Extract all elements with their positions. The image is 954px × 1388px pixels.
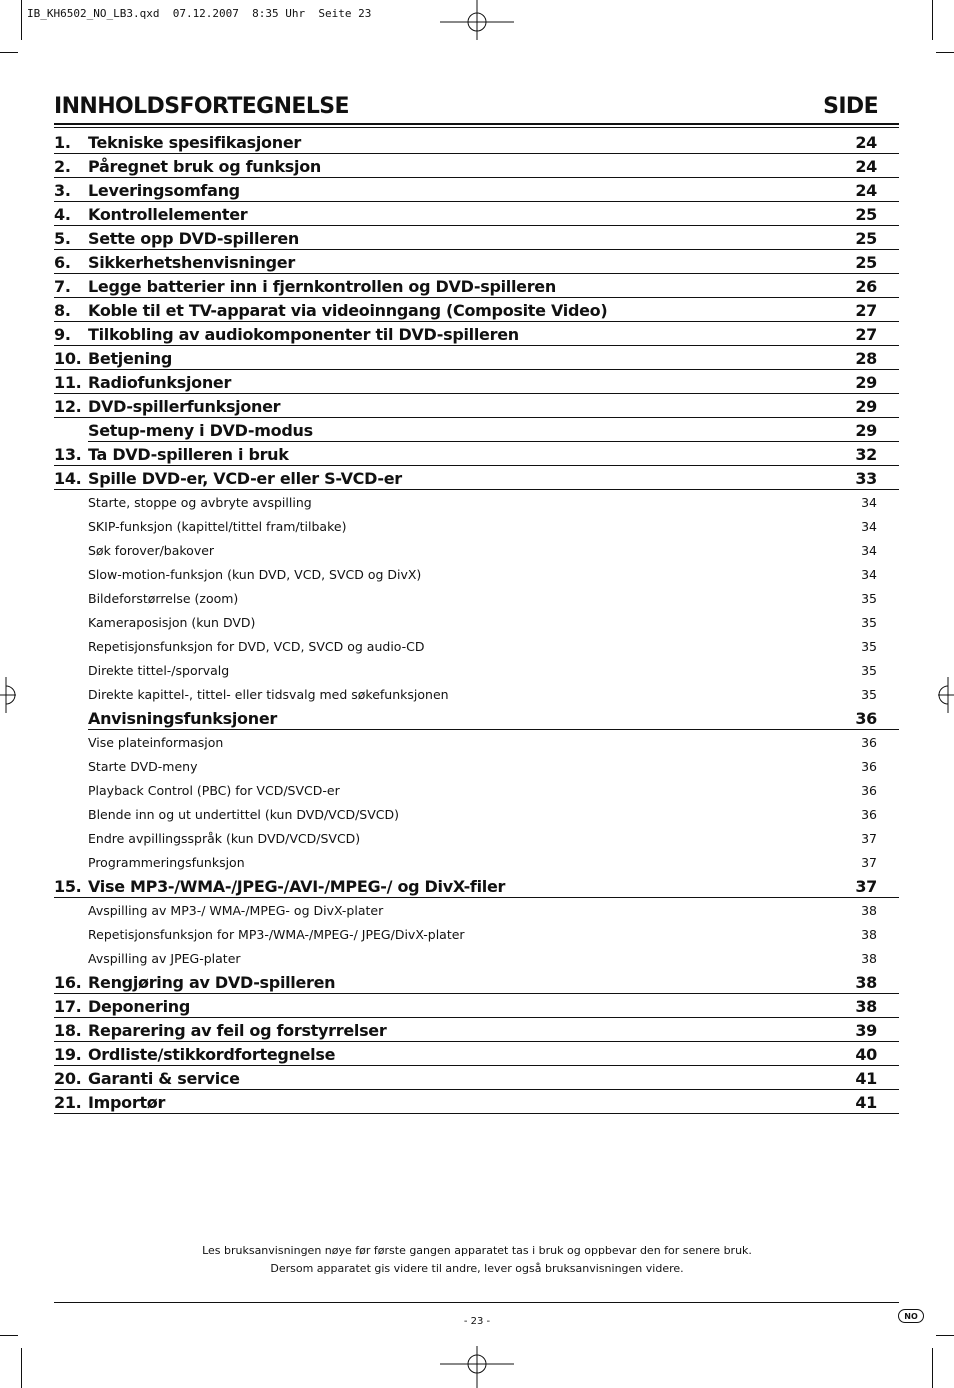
page-column-label: SIDE [823, 94, 878, 119]
toc-entry-page: 35 [861, 638, 877, 654]
toc-entry [54, 1090, 899, 1114]
toc-entry-page: 33 [855, 468, 877, 488]
toc-entry [54, 826, 899, 850]
toc-entry-page: 35 [861, 590, 877, 606]
heading-rule [54, 123, 899, 125]
toc-entry [54, 946, 899, 970]
toc-entry [54, 202, 899, 226]
footer-note-line: Dersom apparatet gis videre til andre, lever også bruksanvisningen videre. [270, 1262, 684, 1275]
toc-entry-number: 15. [54, 876, 82, 896]
toc-entry-label: Bildeforstørrelse (zoom) [88, 590, 239, 606]
toc-entry-number: 10. [54, 348, 82, 368]
toc-entry-number: 16. [54, 972, 82, 992]
toc-entry-number: 11. [54, 372, 82, 392]
footer-note-line: Les bruksanvisningen nøye før første gangen apparatet tas i bruk og oppbevar den for senere bruk. [202, 1244, 752, 1257]
toc-entry-number: 8. [54, 300, 71, 320]
toc-entry-page: 41 [855, 1068, 877, 1088]
toc-entry [54, 130, 899, 154]
toc-entry-label: Betjening [88, 348, 173, 368]
toc-entry [54, 802, 899, 826]
toc-entry-page: 38 [861, 926, 877, 942]
toc-entry-label: Tilkobling av audiokomponenter til DVD-spilleren [88, 324, 519, 344]
toc-entry-label: Ordliste/stikkordfortegnelse [88, 1044, 336, 1064]
toc-entry [54, 514, 899, 538]
toc-entry-label: Direkte tittel-/sporvalg [88, 662, 230, 678]
toc-entry-number: 4. [54, 204, 71, 224]
toc-entry-number: 17. [54, 996, 82, 1016]
toc-entry-page: 34 [861, 542, 877, 558]
toc-entry-page: 34 [861, 566, 877, 582]
toc-entry-page: 36 [861, 782, 877, 798]
toc-entry-label: Garanti & service [88, 1068, 240, 1088]
toc-entry [54, 586, 899, 610]
toc-entry-page: 36 [861, 758, 877, 774]
toc-entry [54, 1018, 899, 1042]
heading-rule [54, 127, 899, 128]
toc-entry-page: 27 [855, 300, 877, 320]
toc-entry-page: 38 [861, 902, 877, 918]
footer-rule [54, 1302, 899, 1303]
toc-entry [54, 658, 899, 682]
toc-entry-label: Importør [88, 1092, 166, 1112]
toc-entry-page: 40 [855, 1044, 877, 1064]
toc-entry-page: 35 [861, 662, 877, 678]
toc-entry-page: 27 [855, 324, 877, 344]
toc-entry-number: 9. [54, 324, 71, 344]
toc-entry-page: 38 [861, 950, 877, 966]
registration-mark-top [440, 0, 514, 40]
toc-entry [54, 778, 899, 802]
toc-entry-page: 25 [855, 228, 877, 248]
toc-entry [54, 442, 899, 466]
crop-mark [932, 0, 933, 40]
toc-entry-label: Avspilling av JPEG-plater [88, 950, 241, 966]
toc-entry [54, 250, 899, 274]
toc-entry [54, 970, 899, 994]
toc-entry-label: Sikkerhetshenvisninger [88, 252, 295, 272]
crop-mark [21, 0, 22, 40]
toc-entry-number: 6. [54, 252, 71, 272]
crop-mark [932, 1348, 933, 1388]
toc-entry-page: 24 [855, 180, 877, 200]
toc-entry [54, 634, 899, 658]
toc-entry-page: 29 [855, 396, 877, 416]
print-slug: IB_KH6502_NO_LB3.qxd 07.12.2007 8:35 Uhr Seite 23 [27, 7, 372, 20]
toc-entry-number: 21. [54, 1092, 82, 1112]
toc-entry-label: SKIP-funksjon (kapittel/tittel fram/tilbake) [88, 518, 347, 534]
crop-mark [936, 52, 954, 53]
toc-entry [54, 922, 899, 946]
toc-entry [54, 226, 899, 250]
toc-entry-page: 32 [855, 444, 877, 464]
toc-entry [54, 466, 899, 490]
toc-entry [54, 154, 899, 178]
toc-entry-page: 24 [855, 156, 877, 176]
language-badge: NO [898, 1309, 924, 1323]
toc-entry-page: 38 [855, 996, 877, 1016]
toc-entry-label: Blende inn og ut undertittel (kun DVD/VCD/SVCD) [88, 806, 399, 822]
toc-entry [54, 850, 899, 874]
toc-entry-page: 38 [855, 972, 877, 992]
toc-entry-page: 34 [861, 518, 877, 534]
toc-entry-number: 19. [54, 1044, 82, 1064]
toc-entry [54, 994, 899, 1018]
toc-entry-number: 5. [54, 228, 71, 248]
toc-entry-page: 37 [861, 854, 877, 870]
toc-entry-label: Radiofunksjoner [88, 372, 232, 392]
toc-entry-label: Koble til et TV-apparat via videoinngang (Composite Video) [88, 300, 608, 320]
toc-entry-label: Tekniske spesifikasjoner [88, 132, 301, 152]
registration-mark-right [938, 677, 954, 713]
toc-entry-number: 2. [54, 156, 71, 176]
toc-entry-label: Setup-meny i DVD-modus [88, 420, 313, 440]
toc-entry-number: 12. [54, 396, 82, 416]
toc-entry-label: Ta DVD-spilleren i bruk [88, 444, 289, 464]
crop-mark [0, 1335, 18, 1336]
toc-entry-number: 7. [54, 276, 71, 296]
toc-entry-page: 29 [855, 372, 877, 392]
crop-mark [21, 1348, 22, 1388]
toc-entry-page: 25 [855, 252, 877, 272]
toc-entry-number: 18. [54, 1020, 82, 1040]
toc-entry-number: 1. [54, 132, 71, 152]
toc-entry-label: Leveringsomfang [88, 180, 240, 200]
toc-entry-page: 37 [861, 830, 877, 846]
toc-entry [54, 538, 899, 562]
toc-entry [54, 610, 899, 634]
page-number: - 23 - [463, 1316, 491, 1327]
table-of-contents [54, 130, 899, 1114]
toc-entry [54, 178, 899, 202]
toc-entry-page: 35 [861, 614, 877, 630]
toc-entry-number: 13. [54, 444, 82, 464]
toc-entry-label: Sette opp DVD-spilleren [88, 228, 299, 248]
toc-entry-number: 3. [54, 180, 71, 200]
crop-mark [936, 1335, 954, 1336]
toc-entry-number: 14. [54, 468, 82, 488]
toc-entry-label: Slow-motion-funksjon (kun DVD, VCD, SVCD og DivX) [88, 566, 422, 582]
toc-entry-label: Deponering [88, 996, 191, 1016]
toc-entry [54, 1066, 899, 1090]
toc-entry [54, 730, 899, 754]
toc-entry-page: 41 [855, 1092, 877, 1112]
toc-entry-page: 36 [861, 734, 877, 750]
toc-entry-page: 24 [855, 132, 877, 152]
toc-entry [54, 706, 899, 730]
toc-entry-label: Rengjøring av DVD-spilleren [88, 972, 336, 992]
toc-entry [54, 394, 899, 418]
toc-entry-label: Anvisningsfunksjoner [88, 708, 277, 728]
toc-entry [54, 562, 899, 586]
toc-entry-page: 34 [861, 494, 877, 510]
toc-entry [54, 490, 899, 514]
footer-note [0, 1242, 954, 1278]
toc-entry-page: 26 [855, 276, 877, 296]
toc-entry [54, 346, 899, 370]
toc-entry-label: Vise MP3-/WMA-/JPEG-/AVI-/MPEG-/ og DivX-filer [88, 876, 506, 896]
toc-entry-label: Avspilling av MP3-/ WMA-/MPEG- og DivX-plater [88, 902, 384, 918]
toc-entry-page: 28 [855, 348, 877, 368]
toc-entry-page: 25 [855, 204, 877, 224]
toc-entry-label: Repetisjonsfunksjon for MP3-/WMA-/MPEG-/ JPEG/DivX-plater [88, 926, 465, 942]
toc-entry-label: Kameraposisjon (kun DVD) [88, 614, 256, 630]
toc-entry-page: 29 [855, 420, 877, 440]
toc-entry-label: Påregnet bruk og funksjon [88, 156, 321, 176]
toc-entry-label: Vise plateinformasjon [88, 734, 224, 750]
toc-entry [54, 418, 899, 442]
toc-heading [54, 94, 878, 119]
toc-entry-label: Spille DVD-er, VCD-er eller S-VCD-er [88, 468, 402, 488]
toc-entry-label: Programmeringsfunksjon [88, 854, 245, 870]
toc-entry [54, 874, 899, 898]
toc-entry [54, 370, 899, 394]
toc-entry-page: 37 [855, 876, 877, 896]
toc-entry-label: Starte DVD-meny [88, 758, 198, 774]
toc-entry-label: Endre avpillingsspråk (kun DVD/VCD/SVCD) [88, 830, 361, 846]
toc-entry-label: Legge batterier inn i fjernkontrollen og DVD-spilleren [88, 276, 556, 296]
toc-entry [54, 682, 899, 706]
toc-entry-page: 36 [861, 806, 877, 822]
toc-entry-label: Søk forover/bakover [88, 542, 215, 558]
toc-entry-page: 39 [855, 1020, 877, 1040]
registration-mark-left [0, 677, 16, 713]
toc-entry [54, 298, 899, 322]
toc-entry-label: Direkte kapittel-, tittel- eller tidsvalg med søkefunksjonen [88, 686, 449, 702]
toc-entry [54, 322, 899, 346]
page-title: INNHOLDSFORTEGNELSE [54, 94, 349, 119]
toc-entry-label: Reparering av feil og forstyrrelser [88, 1020, 387, 1040]
toc-entry [54, 754, 899, 778]
toc-entry-number: 20. [54, 1068, 82, 1088]
registration-mark-bottom [440, 1346, 514, 1388]
toc-entry-label: Starte, stoppe og avbryte avspilling [88, 494, 312, 510]
toc-entry-page: 35 [861, 686, 877, 702]
toc-entry-label: Repetisjonsfunksjon for DVD, VCD, SVCD og audio-CD [88, 638, 425, 654]
toc-entry-page: 36 [855, 708, 877, 728]
toc-entry-label: Kontrollelementer [88, 204, 248, 224]
toc-entry-label: DVD-spillerfunksjoner [88, 396, 281, 416]
toc-entry-label: Playback Control (PBC) for VCD/SVCD-er [88, 782, 340, 798]
toc-entry [54, 898, 899, 922]
toc-entry [54, 1042, 899, 1066]
toc-entry [54, 274, 899, 298]
crop-mark [0, 52, 18, 53]
